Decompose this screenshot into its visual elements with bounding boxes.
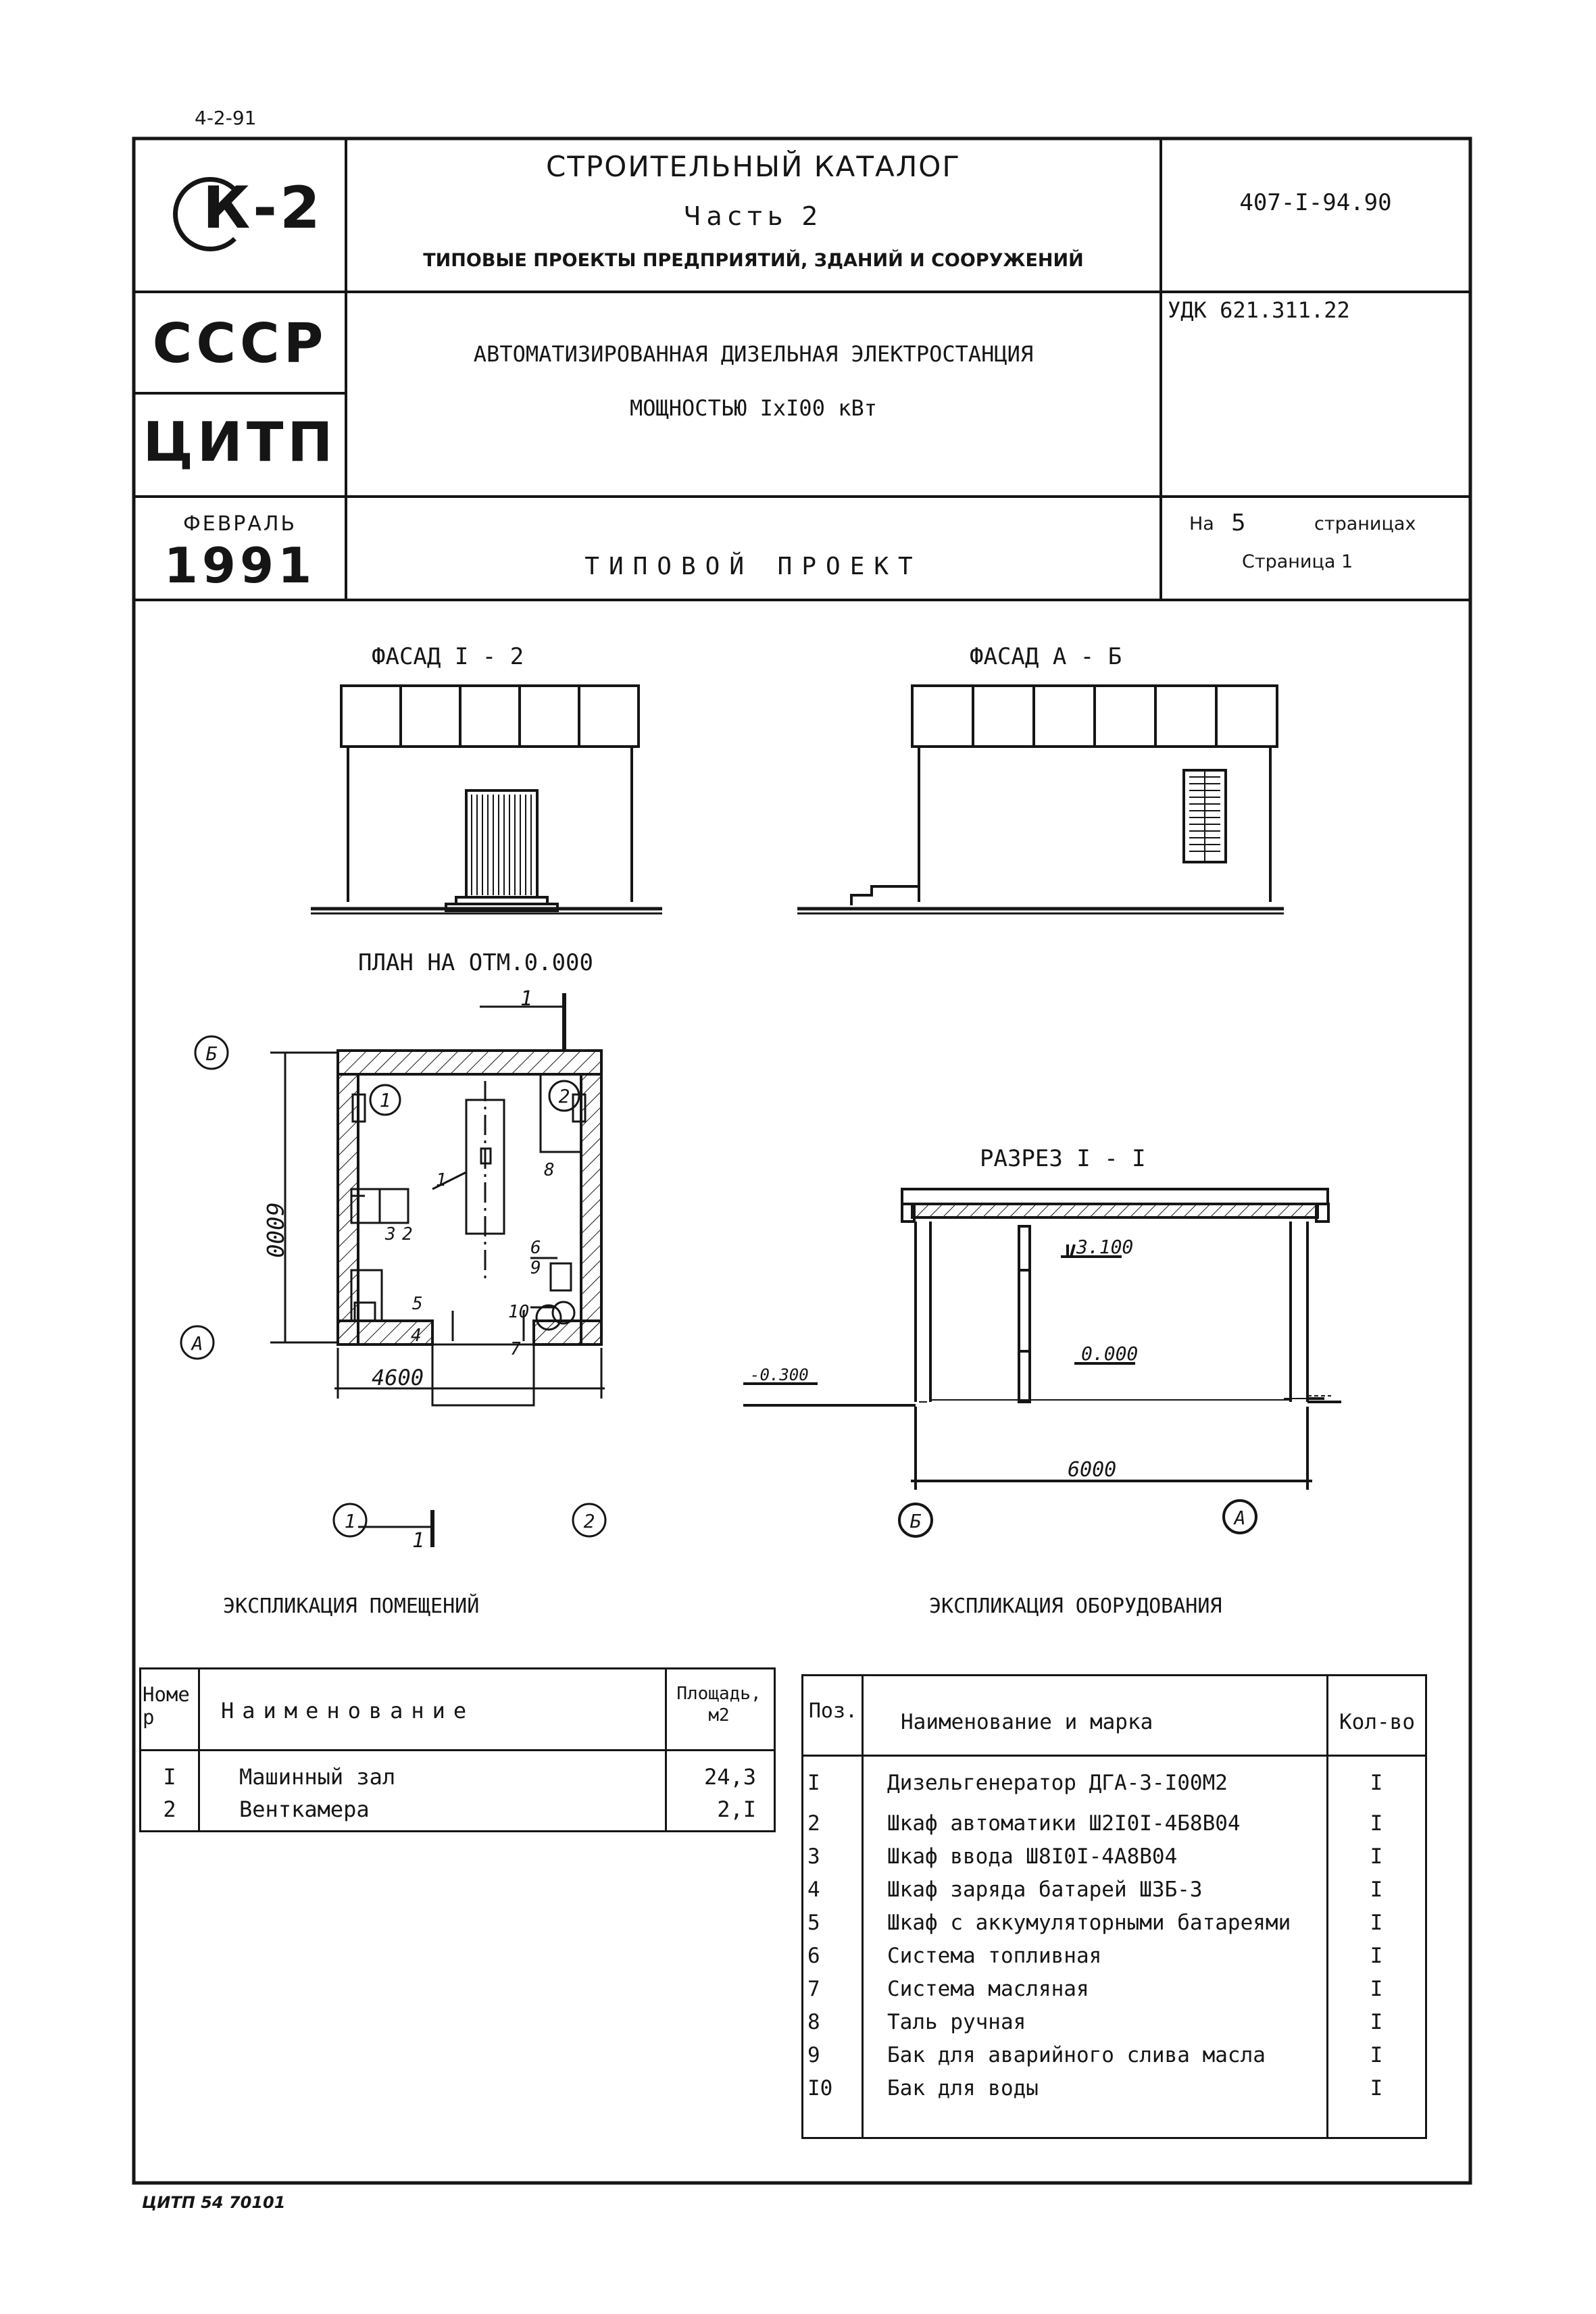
document-title-line2: МОЩНОСТЬЮ IxI00 кВт [629,395,878,421]
rooms-row-2-name: Венткамера [239,1796,370,1822]
section-axis-a: А [1234,1507,1246,1529]
rooms-header-area: Площадь, м2 [676,1684,762,1726]
plan-eq-7: 7 [510,1339,521,1359]
equipment-row-name: Дизельгенератор ДГА-3-I00М2 [887,1771,1228,1795]
floor-plan-drawing [162,980,676,1561]
equipment-row-pos: I0 [807,2076,833,2101]
catalog-part: Часть 2 [683,201,824,231]
equipment-row-qty: I [1370,1944,1383,1968]
plan-axis-2: 2 [583,1510,595,1532]
section-elev-ground: -0.300 [750,1365,809,1384]
equipment-row-name: Бак для воды [887,2076,1039,2101]
rooms-row-2-area: 2,I [717,1796,756,1822]
equipment-row-pos: 2 [807,1811,820,1836]
plan-eq-8: 8 [544,1160,555,1180]
section-elev-top: 3.100 [1076,1236,1134,1258]
rooms-row-1-name: Машинный зал [239,1764,396,1790]
plan-axis-1: 1 [344,1510,356,1532]
section-title: РАЗРЕЗ I - I [980,1145,1146,1172]
equipment-row-qty: I [1370,1844,1383,1869]
rooms-table-title: ЭКСПЛИКАЦИЯ ПОМЕЩЕНИЙ [223,1594,480,1618]
facade-2-title: ФАСАД А - Б [970,643,1122,670]
equipment-row-pos: 6 [807,1944,820,1968]
equipment-row-pos: I [807,1771,820,1795]
equipment-row-pos: 3 [807,1844,820,1869]
rooms-table [139,1667,776,1832]
equipment-row-pos: 8 [807,2010,820,2034]
equipment-row-qty: I [1370,1977,1383,2001]
footer-code: ЦИТП 54 70101 [142,2193,286,2212]
plan-dim-height: 6000 [261,1203,288,1258]
equipment-row-qty: I [1370,1911,1383,1935]
equipment-header-name: Наименование и марка [901,1710,1153,1734]
project-type: ТИПОВОЙ ПРОЕКТ [584,553,922,580]
equipment-row-qty: I [1370,1811,1383,1836]
section-dim-width: 6000 [1068,1458,1117,1482]
udk-code: УДК 621.311.22 [1168,297,1350,323]
plan-axis-a: А [191,1332,203,1355]
section-axis-b: Б [909,1510,922,1532]
equipment-row-pos: 4 [807,1878,820,1902]
equipment-row-qty: I [1370,1878,1383,1902]
plan-room-1: 1 [379,1089,391,1111]
rooms-header-name: Наименование [221,1698,475,1724]
equipment-row-name: Шкаф ввода Ш8I0I-4А8В04 [887,1844,1178,1869]
plan-title: ПЛАН НА ОТМ.0.000 [358,949,593,976]
issue-year: 1991 [164,537,316,594]
equipment-row-qty: I [1370,2043,1383,2067]
page-code: 4-2-91 [195,107,257,129]
equipment-row-name: Система масляная [887,1977,1089,2001]
rooms-row-2-number: 2 [163,1796,176,1822]
issue-month: ФЕВРАЛЬ [182,512,297,536]
logo-text: К-2 [203,174,323,242]
plan-eq-9: 9 [530,1258,541,1278]
equipment-row-name: Шкаф заряда батарей ШЗБ-3 [887,1878,1203,1902]
rooms-header-number: Номер [143,1683,190,1729]
equipment-row-pos: 7 [807,1977,820,2001]
pages-prefix: На [1189,513,1214,534]
section-drawing [737,1169,1345,1554]
equipment-row-pos: 9 [807,2043,820,2067]
plan-room-2: 2 [558,1085,570,1107]
plan-eq-5: 5 [412,1294,423,1314]
equipment-row-name: Таль ручная [887,2010,1026,2034]
equipment-row-qty: I [1370,2076,1383,2101]
equipment-row-name: Бак для аварийного слива масла [887,2043,1266,2067]
equipment-table-title: ЭКСПЛИКАЦИЯ ОБОРУДОВАНИЯ [929,1594,1222,1618]
country-label: СССР [152,312,328,375]
facade-1-drawing [297,676,676,946]
project-code: 407-I-94.90 [1239,189,1392,216]
plan-cut-bottom: 1 [412,1529,425,1553]
plan-eq-4: 4 [411,1326,422,1346]
rooms-row-1-number: I [163,1764,176,1790]
equipment-row-name: Шкаф с аккумуляторными батареями [887,1911,1291,1935]
equipment-row-qty: I [1370,2010,1383,2034]
plan-cut-top: 1 [520,987,533,1011]
current-page-label: Страница 1 [1242,551,1353,572]
document-title-line1: АВТОМАТИЗИРОВАННАЯ ДИЗЕЛЬНАЯ ЭЛЕКТРОСТАНЦИЯ [473,341,1034,367]
equipment-header-pos: Поз. [808,1699,858,1723]
section-elev-zero: 0.000 [1081,1342,1139,1365]
pages-suffix: страницах [1314,513,1416,534]
plan-axis-b: Б [205,1042,218,1065]
org-label: ЦИТП [143,411,337,474]
catalog-title: СТРОИТЕЛЬНЫЙ КАТАЛОГ [546,150,961,183]
plan-eq-2: 2 [402,1224,413,1244]
facade-1-title: ФАСАД I - 2 [372,643,524,670]
plan-eq-1: 1 [436,1170,447,1190]
rooms-row-1-area: 24,3 [703,1764,756,1790]
pages-count: 5 [1231,509,1246,536]
equipment-row-qty: I [1370,1771,1383,1795]
equipment-row-name: Шкаф автоматики Ш2I0I-4Б8В04 [887,1811,1241,1836]
plan-eq-6: 6 [530,1238,541,1258]
equipment-row-name: Система топливная [887,1944,1102,1968]
catalog-part-subtitle: ТИПОВЫЕ ПРОЕКТЫ ПРЕДПРИЯТИЙ, ЗДАНИЙ И СООРУЖЕНИЙ [423,250,1084,271]
equipment-table [801,1674,1427,2139]
plan-dim-width: 4600 [372,1365,424,1390]
equipment-row-pos: 5 [807,1911,820,1935]
facade-2-drawing [784,676,1297,946]
plan-eq-3: 3 [385,1224,396,1244]
plan-eq-10: 10 [508,1302,530,1322]
equipment-header-qty: Кол-во [1339,1710,1415,1734]
